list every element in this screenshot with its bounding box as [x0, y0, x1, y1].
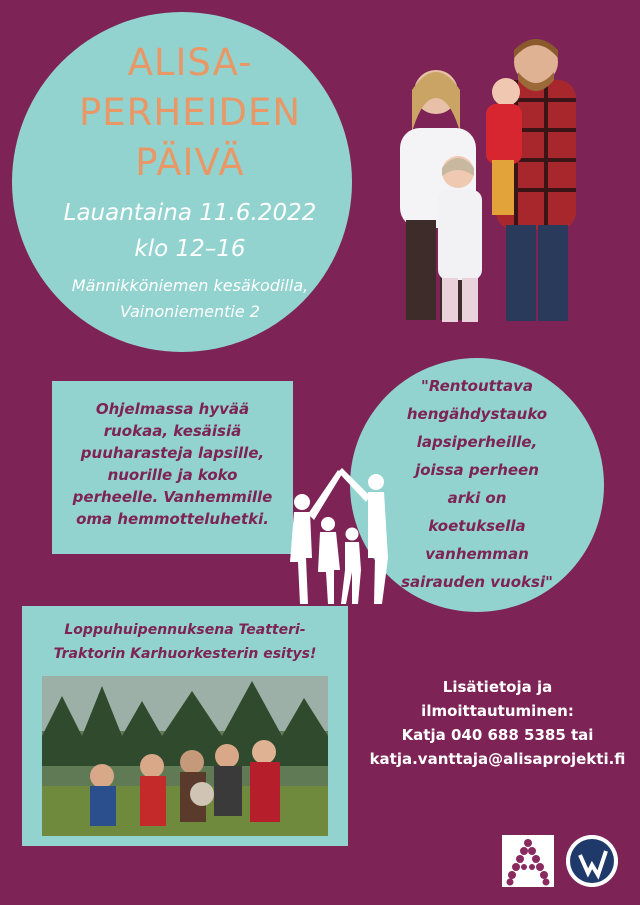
- event-venue-line-1: Männikköniemen kesäkodilla,: [71, 276, 309, 295]
- title-line-3: PÄIVÄ: [135, 141, 245, 184]
- quote-line: lapsiperheille,: [416, 433, 538, 451]
- contact-line-2: ilmoittautuminen:: [421, 702, 574, 720]
- finale-line-2: Traktorin Karhuorkesterin esitys!: [53, 646, 317, 662]
- alisa-logo-icon: [502, 835, 554, 887]
- theatre-photo: [42, 676, 328, 836]
- contact-email: katja.vanttaja@alisaprojekti.fi: [369, 750, 626, 768]
- quote-line: "Rentouttava: [421, 377, 533, 395]
- program-line: oma hemmotteluhetki.: [76, 510, 269, 528]
- organization-logo-icon: [566, 835, 618, 887]
- family-silhouette-icon: [280, 458, 400, 608]
- program-line: ruokaa, kesäisiä: [103, 422, 242, 440]
- family-photo: [386, 20, 590, 326]
- contact-phone: Katja 040 688 5385 tai: [401, 726, 594, 744]
- program-line: Ohjelmassa hyvää: [95, 400, 250, 418]
- quote-line: koetuksella: [428, 517, 526, 535]
- program-text: [58, 398, 287, 530]
- quote-line: vanhemman: [425, 545, 529, 563]
- event-title: [40, 38, 340, 188]
- program-line: perheelle. Vanhemmille: [72, 488, 273, 506]
- contact-info: [355, 675, 640, 771]
- contact-line-1: Lisätietoja ja: [442, 678, 553, 696]
- event-time: klo 12–16: [134, 236, 246, 262]
- finale-line-1: Loppuhuipennuksena Teatteri-: [64, 622, 306, 638]
- title-line-1: ALISA-: [127, 41, 253, 84]
- program-line: puuharasteja lapsille,: [80, 444, 265, 462]
- quote-line: joissa perheen: [415, 461, 539, 479]
- quote-line: hengähdystauko: [406, 405, 548, 423]
- quote-line: sairauden vuoksi": [401, 573, 553, 591]
- title-line-2: PERHEIDEN: [78, 91, 302, 134]
- event-venue-line-2: Vainoniementie 2: [120, 302, 260, 321]
- finale-text: [30, 618, 340, 666]
- program-line: nuorille ja koko: [107, 466, 238, 484]
- quote-line: arki on: [447, 489, 507, 507]
- event-date: Lauantaina 11.6.2022: [63, 200, 317, 226]
